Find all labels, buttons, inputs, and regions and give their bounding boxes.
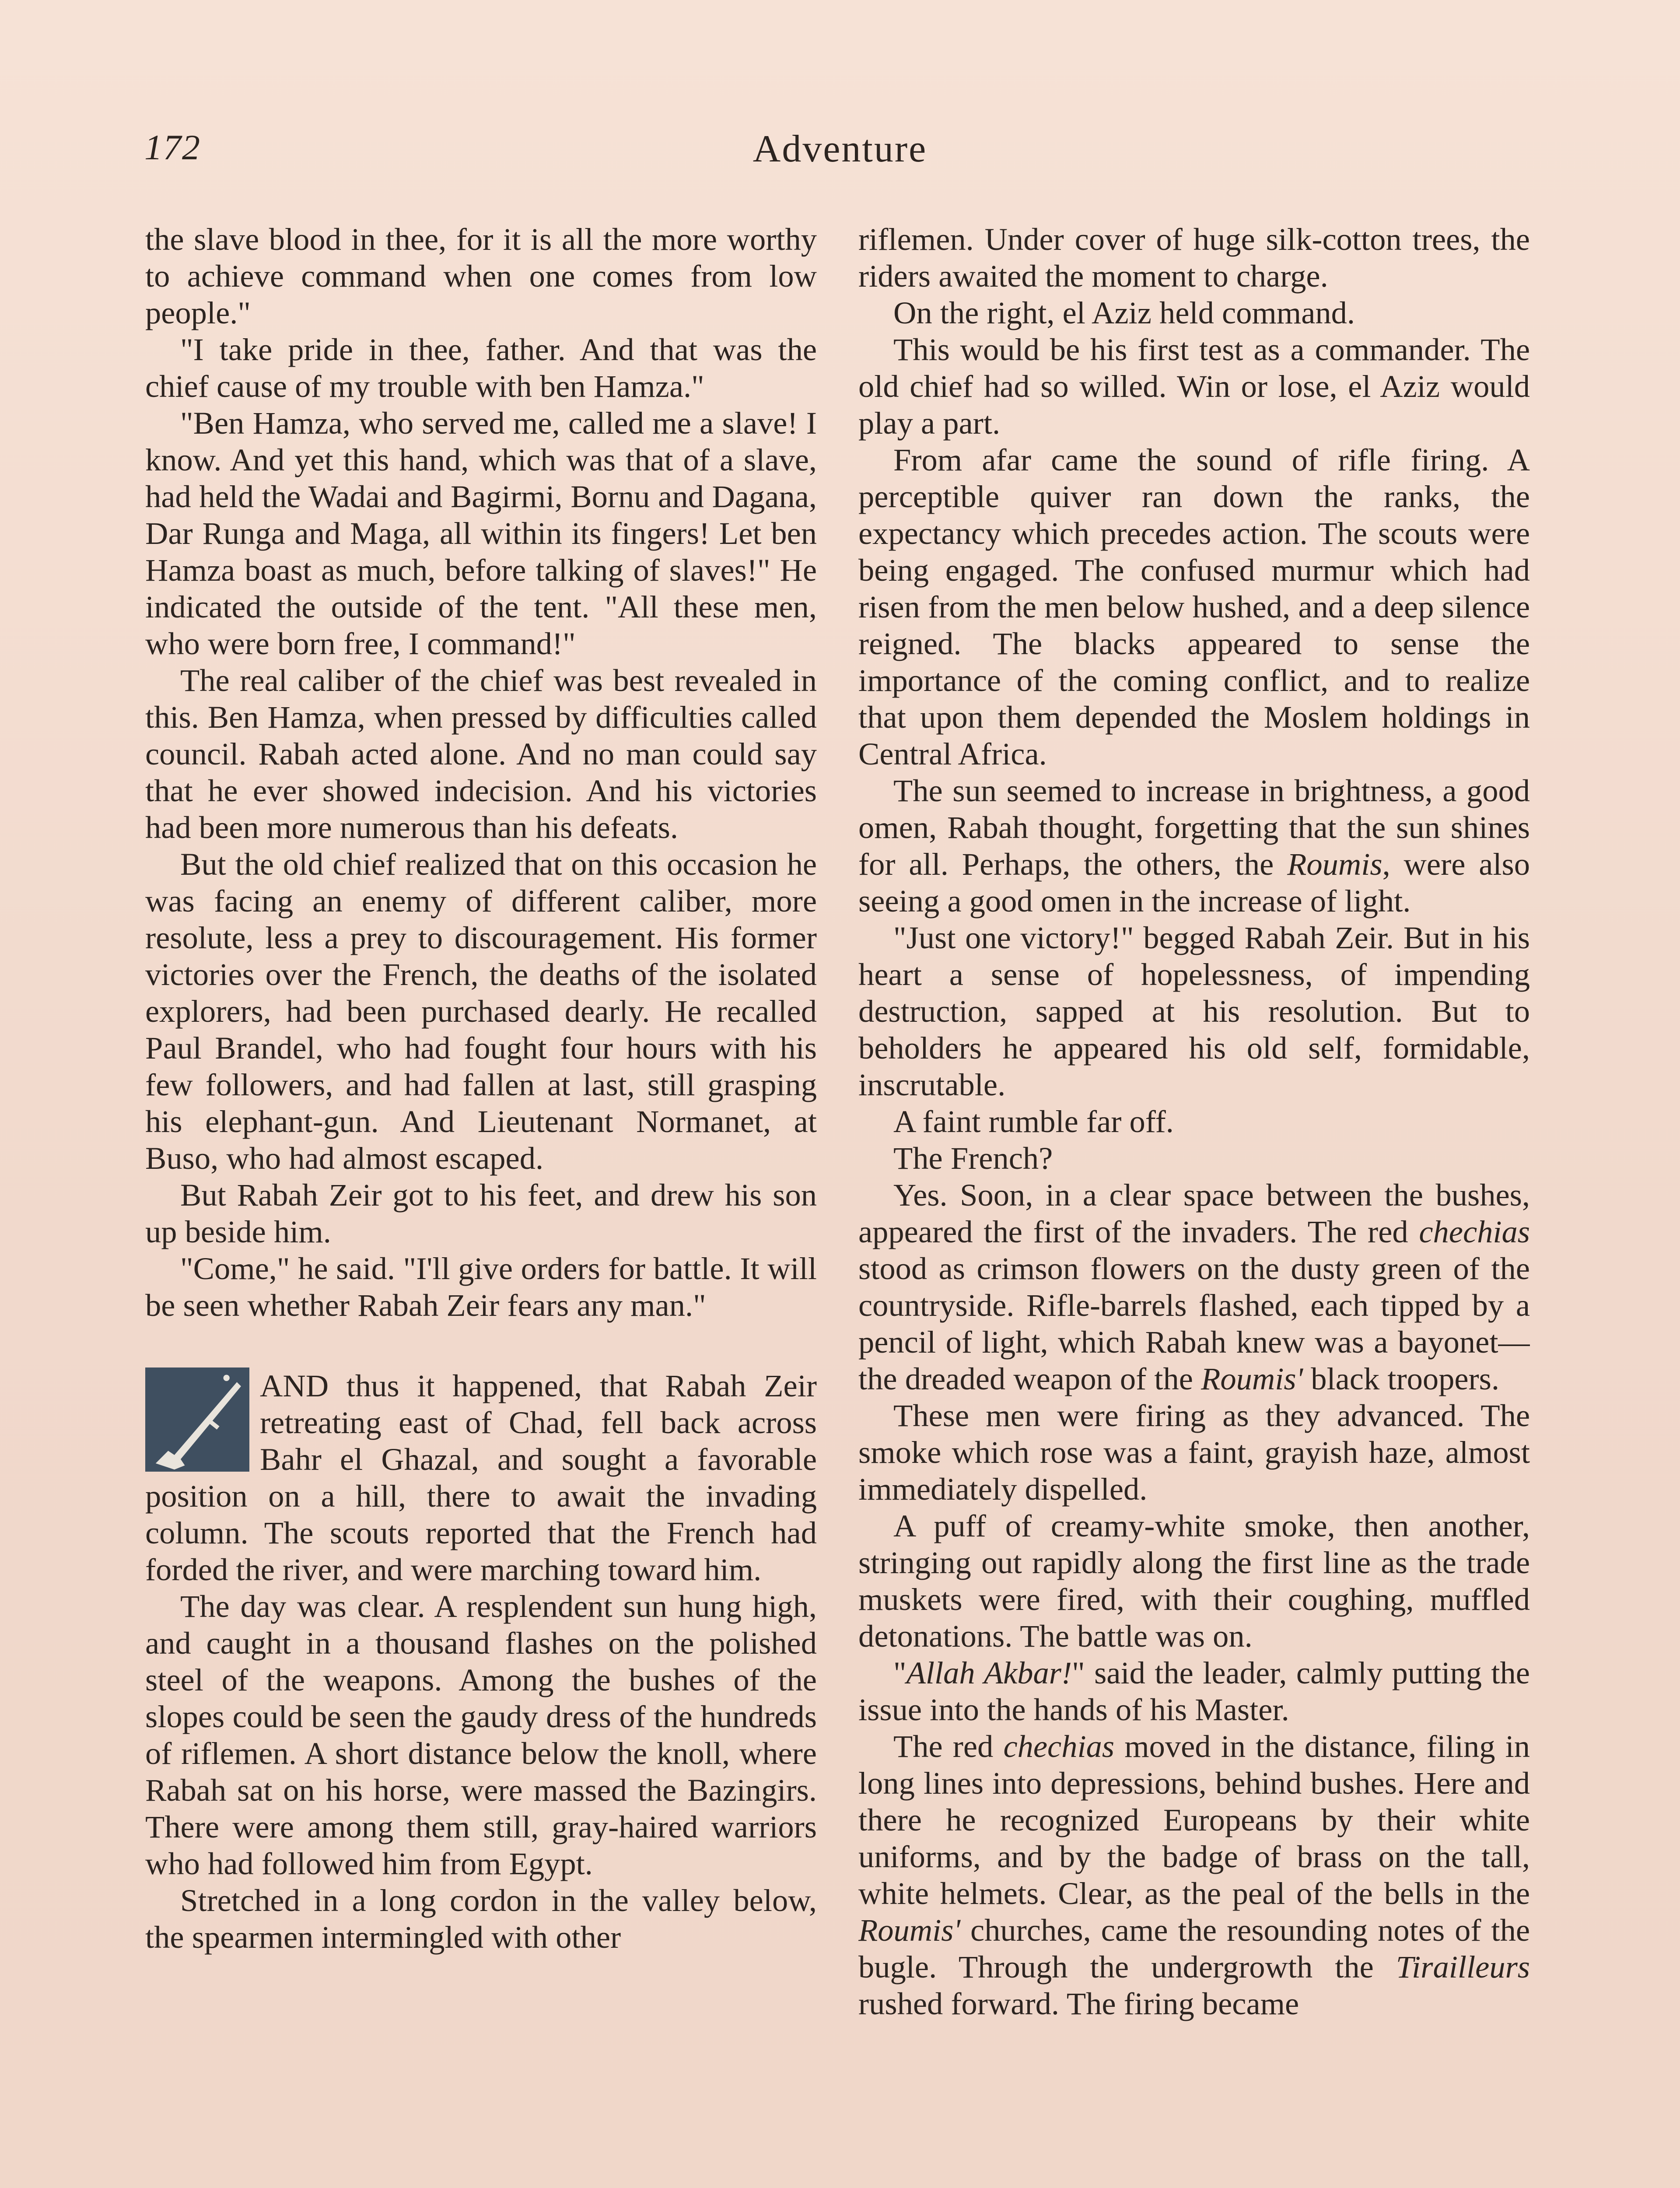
paragraph: These men were firing as they advanced. The smoke which rose was a faint, grayish haze, almost immediately dispelled. [858,1398,1530,1507]
text: " [893,1655,906,1690]
paragraph: AND thus it happened, that Rabah Zeir retreating east of Chad, fell back across Bahr el Ghazal, and sought a favorable position on a hill, there to await the invading column. The scouts reported that the French had forded the river, and were marching toward him. [145,1368,817,1587]
italic-text: Allah Akbar! [906,1655,1072,1690]
paragraph: "Just one victory!" begged Rabah Zeir. But in his heart a sense of hopelessness, of impending destruction, sapped at his resolution. But to beholders he appeared his old self, formidable, inscrutable. [858,920,1530,1102]
paragraph: "Ben Hamza, who served me, called me a slave! I know. And yet this hand, which was that of a slave, had held the Wadai and Bagirmi, Bornu and Dagana, Dar Runga and Maga, all within its fingers! Let ben Hamza boast as much, before talking of slaves!" He indicated the outside of the tent. "All these men, who were born free, I command!" [145,405,817,661]
text: moved in the distance, filing in long lines into depressions, behind bushes. Here and there he recognized Europeans by their white uniforms, and by the badge of brass on the tall, white helmets. Clear, as the peal of the bells in the [858,1729,1530,1911]
text: stood as crimson flowers on the dusty green of the countryside. Rifle-barrels flashed, each tipped by a pencil of light, which Rabah knew was a bayonet—the dreaded weapon of the [858,1251,1530,1396]
paragraph [858,772,1530,919]
text: Yes. Soon, in a clear space between the bushes, appeared the first of the invaders. The red [858,1177,1530,1249]
paragraph: But the old chief realized that on this occasion he was facing an enemy of different caliber, more resolute, less a prey to discouragement. His former victories over the French, the deaths of the isolated explorers, had been purchased dearly. He recalled Paul Brandel, who had fought four hours with his few followers, and had fallen at last, still grasping his elephant-gun. And Lieutenant Normanet, at Buso, who had almost escaped. [145,846,817,1176]
paragraph: On the right, el Aziz held command. [893,295,1355,330]
rifle-icon [145,1368,249,1472]
text: rushed forward. The firing became [858,1986,1299,2021]
paragraph [858,1177,1530,1397]
paragraph [858,1728,1530,2022]
paragraph: The real caliber of the chief was best revealed in this. Ben Hamza, when pressed by difficulties called council. Rabah acted alone. And no man could say that he ever showed indecision. And his victories had been more numerous than his defeats. [145,663,817,845]
paragraph: The day was clear. A resplendent sun hung high, and caught in a thousand flashes on the polished steel of the weapons. Among the bushes of the slopes could be seen the gaudy dress of the hundreds of riflemen. A short distance below the knoll, where Rabah sat on his horse, were massed the Bazingirs. There were among them still, gray-haired warriors who had followed him from Egypt. [145,1588,817,1881]
paragraph: The French? [893,1140,1053,1176]
paragraph: This would be his first test as a commander. The old chief had so willed. Win or lose, el Aziz would play a part. [858,332,1530,441]
italic-text: Roumis' [858,1912,961,1948]
left-column [145,221,817,2188]
paragraph: "I take pride in thee, father. And that was the chief cause of my trouble with ben Hamza." [145,332,817,404]
text: The red [893,1729,994,1764]
right-column [858,221,1530,2188]
paragraph: From afar came the sound of rifle firing. A perceptible quiver ran down the ranks, the expectancy which precedes action. The scouts were being engaged. The confused murmur which had risen from the men below hushed, and a deep silence reigned. The blacks appeared to sense the importance of the coming conflict, and to realize that upon them depended the Moslem holdings in Central Africa. [858,442,1530,771]
text: , were also seeing a good omen in the increase of light. [858,846,1530,919]
page-header [144,127,1536,193]
italic-text: Tirailleurs [1396,1949,1530,1985]
text: The sun seemed to increase in brightness, a good omen, Rabah thought, forgetting that the sun shines for all. Perhaps, the others, the [858,773,1530,882]
paragraph: "Come," he said. "I'll give orders for battle. It will be seen whether Rabah Zeir fears any man." [145,1251,817,1323]
text: churches, came the resounding notes of the bugle. Through the undergrowth the [858,1912,1530,1985]
paragraph: A faint rumble far off. [893,1104,1174,1139]
running-title: Adventure [752,128,928,170]
page-number: 172 [144,127,201,167]
italic-text: chechias [1419,1214,1530,1249]
paragraph: the slave blood in thee, for it is all the more worthy to achieve command when one comes from low people." [145,221,817,330]
paragraph [858,1655,1530,1728]
paragraph: A puff of creamy-white smoke, then another, stringing out rapidly along the first line as the trade muskets were fired, with their coughing, muffled detonations. The battle was on. [858,1508,1530,1654]
paragraph: riflemen. Under cover of huge silk-cotton trees, the riders awaited the moment to charge. [858,221,1530,294]
text: black troopers. [1303,1361,1500,1396]
text: " said the leader, calmly putting the issue into the hands of his Master. [858,1655,1530,1727]
italic-text: Roumis' [1201,1361,1303,1396]
italic-text: chechias [1003,1729,1115,1764]
paragraph: But Rabah Zeir got to his feet, and drew his son up beside him. [145,1177,817,1249]
italic-text: Roumis [1287,846,1382,882]
paragraph: Stretched in a long cordon in the valley below, the spearmen intermingled with other [145,1883,817,1955]
